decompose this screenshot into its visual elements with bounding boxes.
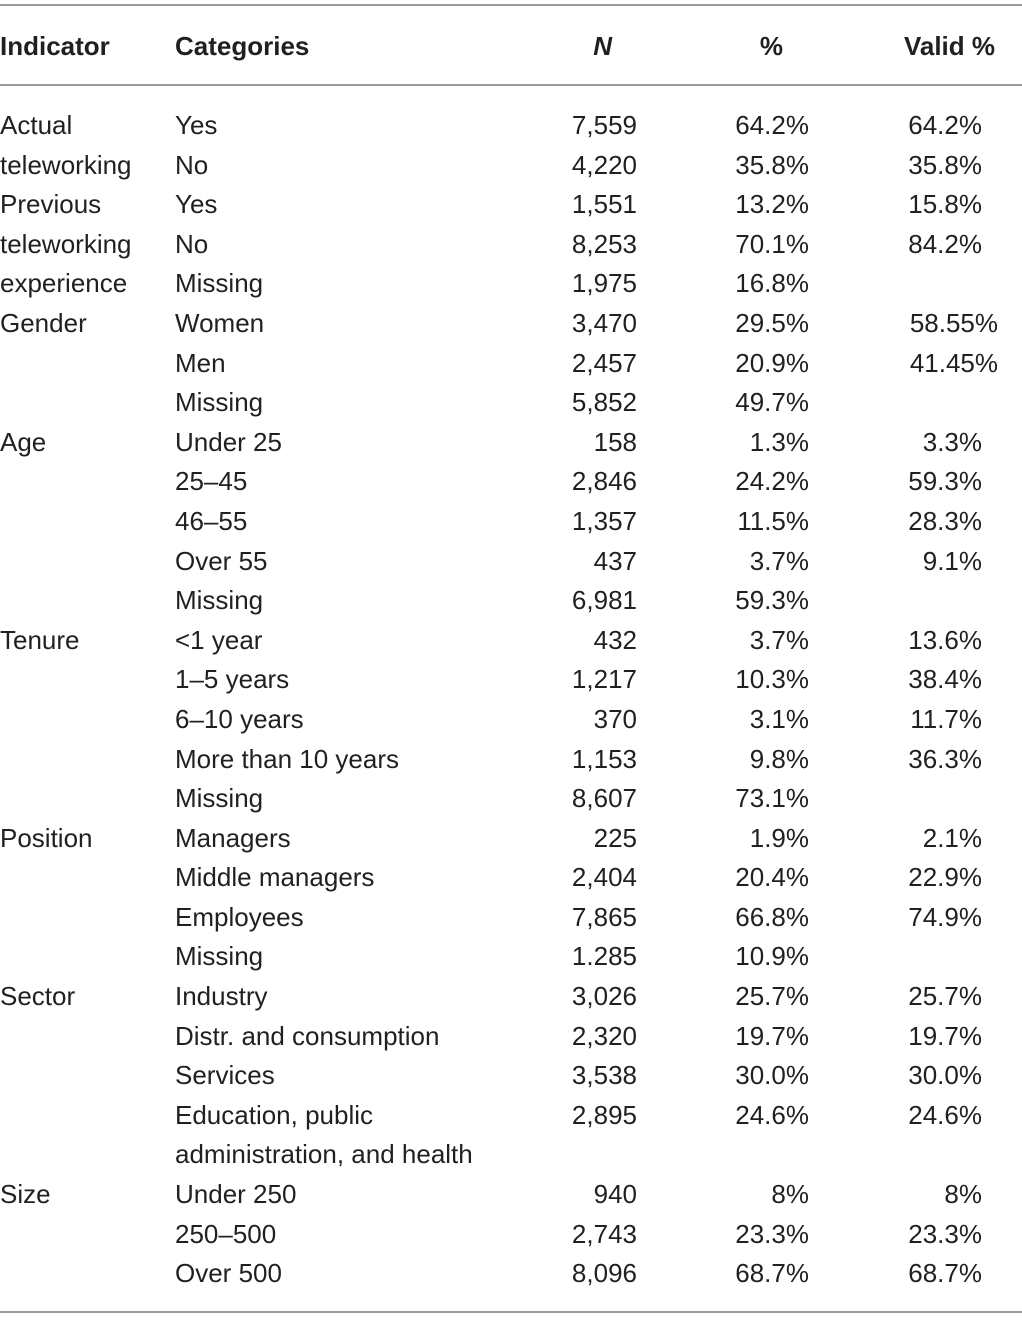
- percent-cell: 70.1%: [735, 228, 809, 259]
- table-row: [0, 1135, 1022, 1175]
- category-cell: Employees: [175, 901, 304, 932]
- n-cell: 437: [593, 545, 637, 576]
- percent-cell: 11.5%: [737, 505, 809, 536]
- table-row: [0, 304, 1022, 344]
- valid-percent-cell: 84.2%: [908, 228, 982, 259]
- category-cell: Missing: [175, 783, 264, 814]
- table-row: [0, 1215, 1022, 1255]
- table-row: [0, 660, 1022, 700]
- percent-cell: 30.0%: [735, 1060, 809, 1091]
- category-cell: 46–55: [175, 505, 248, 536]
- n-cell: 2,743: [571, 1218, 637, 1249]
- percent-cell: 10.3%: [735, 664, 809, 695]
- percent-cell: 49.7%: [735, 387, 809, 418]
- table-row: [0, 423, 1022, 463]
- n-cell: 2,404: [571, 862, 637, 893]
- percent-cell: 10.9%: [735, 941, 809, 972]
- category-cell: <1 year: [175, 624, 263, 655]
- valid-percent-cell: 30.0%: [908, 1060, 982, 1091]
- category-cell: Industry: [175, 981, 268, 1012]
- percent-cell: 59.3%: [735, 585, 809, 616]
- n-cell: 7,865: [571, 901, 637, 932]
- table-body: [0, 106, 1022, 1294]
- n-cell: 1,551: [571, 189, 637, 220]
- valid-percent-cell: 36.3%: [908, 743, 982, 774]
- header-categories: Categories: [175, 31, 310, 61]
- indicator-cell: Tenure: [0, 624, 80, 655]
- percent-cell: 66.8%: [735, 901, 809, 932]
- valid-percent-cell: 58.55%: [909, 307, 998, 338]
- table-row: [0, 621, 1022, 661]
- indicator-cell: teleworking: [0, 228, 132, 259]
- category-cell: Missing: [175, 268, 264, 299]
- percent-cell: 1.3%: [749, 426, 809, 457]
- table-row: [0, 146, 1022, 186]
- n-cell: 3,538: [571, 1060, 637, 1091]
- percent-cell: 25.7%: [735, 981, 809, 1012]
- category-cell: Managers: [175, 822, 291, 853]
- valid-percent-cell: 9.1%: [922, 545, 982, 576]
- table-row: [0, 581, 1022, 621]
- valid-percent-cell: 13.6%: [908, 624, 982, 655]
- category-cell: Under 250: [175, 1179, 297, 1210]
- valid-percent-cell: 68.7%: [908, 1258, 982, 1289]
- valid-percent-cell: 38.4%: [908, 664, 982, 695]
- table-row: [0, 106, 1022, 146]
- category-cell: Yes: [175, 110, 218, 140]
- n-cell: 1,153: [571, 743, 637, 774]
- table-row: [0, 542, 1022, 582]
- indicator-cell: Previous: [0, 189, 102, 220]
- header-rule: [0, 84, 1022, 86]
- table-row: [0, 858, 1022, 898]
- header-n: N: [593, 31, 612, 61]
- category-cell: Men: [175, 347, 226, 378]
- table-row: [0, 1056, 1022, 1096]
- category-cell: Over 500: [175, 1258, 282, 1289]
- valid-percent-cell: 2.1%: [922, 822, 982, 853]
- n-cell: 1.285: [571, 941, 637, 972]
- indicator-cell: Actual: [0, 110, 73, 140]
- valid-percent-cell: 28.3%: [908, 505, 982, 536]
- percent-cell: 13.2%: [735, 189, 809, 220]
- indicator-cell: Age: [0, 426, 47, 457]
- table-row: [0, 779, 1022, 819]
- indicator-cell: Size: [0, 1179, 51, 1210]
- category-cell: Missing: [175, 585, 264, 616]
- category-cell: administration, and health: [175, 1139, 473, 1170]
- valid-percent-cell: 11.7%: [910, 703, 982, 734]
- category-cell: Education, public: [175, 1099, 374, 1130]
- category-cell: Women: [175, 307, 265, 338]
- valid-percent-cell: 35.8%: [908, 149, 982, 180]
- table-row: [0, 1175, 1022, 1215]
- table-row: [0, 740, 1022, 780]
- n-cell: 2,895: [571, 1099, 637, 1130]
- category-cell: Middle managers: [175, 862, 375, 893]
- valid-percent-cell: 64.2%: [908, 110, 982, 140]
- valid-percent-cell: 8%: [944, 1179, 982, 1210]
- category-cell: No: [175, 149, 209, 180]
- valid-percent-cell: 3.3%: [922, 426, 982, 457]
- header-indicator: Indicator: [0, 31, 110, 61]
- percent-cell: 19.7%: [735, 1020, 809, 1051]
- percent-cell: 73.1%: [735, 783, 809, 814]
- percent-cell: 16.8%: [735, 268, 809, 299]
- n-cell: 158: [593, 426, 637, 457]
- category-cell: Services: [175, 1060, 275, 1091]
- table-row: [0, 383, 1022, 423]
- valid-percent-cell: 24.6%: [908, 1099, 982, 1130]
- n-cell: 2,457: [571, 347, 637, 378]
- n-cell: 6,981: [571, 585, 637, 616]
- table-row: [0, 225, 1022, 265]
- valid-percent-cell: 19.7%: [908, 1020, 982, 1051]
- valid-percent-cell: 59.3%: [908, 466, 982, 497]
- table-row: [0, 700, 1022, 740]
- indicator-cell: Gender: [0, 307, 87, 338]
- n-cell: 5,852: [571, 387, 637, 418]
- n-cell: 8,096: [571, 1258, 637, 1289]
- category-cell: Distr. and consumption: [175, 1020, 440, 1051]
- category-cell: 6–10 years: [175, 703, 304, 734]
- table-row: [0, 264, 1022, 304]
- table-row: [0, 937, 1022, 977]
- percent-cell: 68.7%: [735, 1258, 809, 1289]
- n-cell: 8,607: [571, 783, 637, 814]
- indicator-cell: teleworking: [0, 149, 132, 180]
- percent-cell: 3.7%: [749, 624, 809, 655]
- category-cell: Missing: [175, 941, 264, 972]
- valid-percent-cell: 74.9%: [908, 901, 982, 932]
- valid-percent-cell: 22.9%: [908, 862, 982, 893]
- n-cell: 3,026: [571, 981, 637, 1012]
- table-row: [0, 898, 1022, 938]
- n-cell: 1,357: [571, 505, 637, 536]
- percent-cell: 20.4%: [735, 862, 809, 893]
- table-row: [0, 502, 1022, 542]
- percent-cell: 23.3%: [735, 1218, 809, 1249]
- category-cell: Yes: [175, 189, 218, 220]
- valid-percent-cell: 25.7%: [908, 981, 982, 1012]
- table-row: [0, 462, 1022, 502]
- percent-cell: 3.1%: [749, 703, 809, 734]
- n-cell: 1,217: [571, 664, 637, 695]
- percent-cell: 29.5%: [735, 307, 809, 338]
- category-cell: No: [175, 228, 209, 259]
- n-cell: 1,975: [571, 268, 637, 299]
- percent-cell: 8%: [771, 1179, 809, 1210]
- n-cell: 7,559: [571, 110, 637, 140]
- percent-cell: 24.6%: [735, 1099, 809, 1130]
- n-cell: 432: [593, 624, 637, 655]
- indicator-cell: Position: [0, 822, 93, 853]
- table-row: [0, 344, 1022, 384]
- valid-percent-cell: 15.8%: [908, 189, 982, 220]
- percent-cell: 1.9%: [749, 822, 809, 853]
- valid-percent-cell: 41.45%: [909, 347, 998, 378]
- n-cell: 370: [593, 703, 637, 734]
- n-cell: 940: [593, 1179, 637, 1210]
- n-cell: 225: [593, 822, 637, 853]
- category-cell: More than 10 years: [175, 743, 400, 774]
- category-cell: 1–5 years: [175, 664, 290, 695]
- table-row: [0, 977, 1022, 1017]
- category-cell: 25–45: [175, 466, 248, 497]
- n-cell: 2,846: [571, 466, 637, 497]
- percent-cell: 64.2%: [735, 110, 809, 140]
- category-cell: Missing: [175, 387, 264, 418]
- percent-cell: 20.9%: [735, 347, 809, 378]
- header-valid-percent: Valid %: [903, 31, 995, 61]
- valid-percent-cell: 23.3%: [908, 1218, 982, 1249]
- category-cell: 250–500: [175, 1218, 277, 1249]
- top-rule: [0, 4, 1022, 6]
- table-row: [0, 185, 1022, 225]
- table-row: [0, 819, 1022, 859]
- n-cell: 4,220: [571, 149, 637, 180]
- table-row: [0, 1096, 1022, 1136]
- indicator-cell: experience: [0, 268, 128, 299]
- table-row: [0, 1254, 1022, 1294]
- percent-cell: 3.7%: [749, 545, 809, 576]
- n-cell: 2,320: [571, 1020, 637, 1051]
- n-cell: 3,470: [571, 307, 637, 338]
- category-cell: Over 55: [175, 545, 268, 576]
- percent-cell: 9.8%: [749, 743, 809, 774]
- n-cell: 8,253: [571, 228, 637, 259]
- percent-cell: 35.8%: [735, 149, 809, 180]
- bottom-rule: [0, 1311, 1022, 1313]
- indicator-cell: Sector: [0, 981, 76, 1012]
- table-row: [0, 1017, 1022, 1057]
- percent-cell: 24.2%: [735, 466, 809, 497]
- header-percent: %: [759, 31, 783, 61]
- category-cell: Under 25: [175, 426, 282, 457]
